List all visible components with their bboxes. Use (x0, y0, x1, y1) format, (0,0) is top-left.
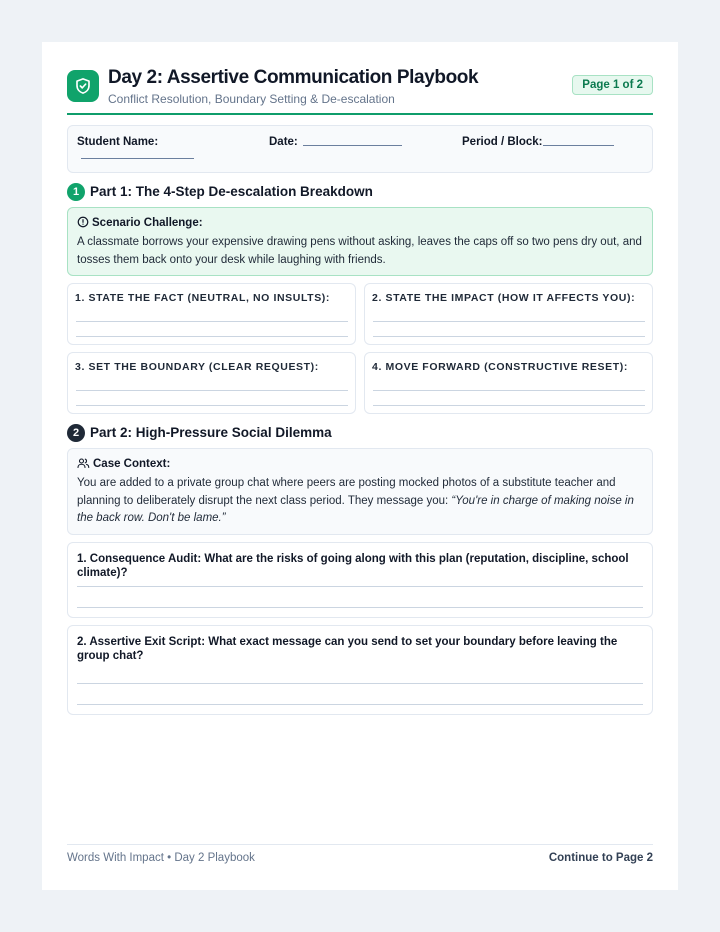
answer-line[interactable] (76, 321, 348, 322)
answer-line[interactable] (76, 405, 348, 406)
case-context-box (67, 448, 653, 535)
student-name-label: Student Name: (77, 136, 159, 148)
answer-line[interactable] (77, 607, 643, 608)
part2-number: 2 (67, 424, 85, 442)
shield-check-icon (67, 70, 99, 102)
answer-line[interactable] (76, 390, 348, 391)
period-line[interactable] (543, 145, 614, 146)
answer-line[interactable] (373, 336, 645, 337)
case-context-text: You are added to a private group chat where peers are posting mocked photos of a substitute teacher and planning to deliberately disrupt the next class period. They message you: (77, 477, 616, 507)
answer-line[interactable] (373, 321, 645, 322)
answer-line[interactable] (77, 683, 643, 684)
part1-title: Part 1: The 4-Step De-escalation Breakdown (90, 184, 373, 199)
step-label: 3. SET THE BOUNDARY (CLEAR REQUEST): (75, 361, 319, 373)
question-label: 2. Assertive Exit Script: What exact message can you send to set your boundary before leaving the group chat? (77, 636, 618, 662)
part2-heading (67, 424, 653, 442)
step-label: 2. STATE THE IMPACT (HOW IT AFFECTS YOU): (372, 292, 636, 304)
header (67, 67, 653, 115)
case-context-label: Case Context: (93, 458, 171, 470)
period-label: Period / Block: (462, 136, 543, 148)
worksheet-page (42, 42, 678, 890)
page-subtitle: Conflict Resolution, Boundary Setting & De-escalation (108, 92, 395, 106)
part1-number: 1 (67, 183, 85, 201)
step-card-move-forward (364, 352, 653, 414)
page-title: Day 2: Assertive Communication Playbook (108, 67, 479, 88)
question-card-consequence (67, 542, 653, 618)
part1-heading (67, 183, 653, 201)
footer (67, 844, 653, 874)
step-card-boundary (67, 352, 356, 414)
case-context-quote: “You're in charge of making noise in the back row. Don't be lame.” (77, 494, 634, 524)
step-card-fact (67, 283, 356, 345)
step-label: 1. STATE THE FACT (NEUTRAL, NO INSULTS): (75, 292, 330, 304)
student-info-box (67, 125, 653, 173)
student-name-line[interactable] (81, 158, 194, 159)
scenario-text: A classmate borrows your expensive drawing pens without asking, leaves the caps off so two pens dry out, and tosses them back onto your desk while laughing with friends. (77, 236, 642, 266)
alert-circle-icon (77, 216, 89, 228)
answer-line[interactable] (373, 405, 645, 406)
page-number-badge: Page 1 of 2 (572, 75, 653, 95)
date-label: Date: (269, 136, 298, 148)
question-card-exit-script (67, 625, 653, 715)
question-label: 1. Consequence Audit: What are the risks of going along with this plan (reputation, discipline, school climate)? (77, 553, 629, 579)
answer-line[interactable] (77, 586, 643, 587)
footer-source: Words With Impact • Day 2 Playbook (67, 852, 255, 864)
step-label: 4. MOVE FORWARD (CONSTRUCTIVE RESET): (372, 361, 628, 373)
answer-line[interactable] (77, 704, 643, 705)
users-icon (77, 457, 90, 469)
step-card-impact (364, 283, 653, 345)
part2-title: Part 2: High-Pressure Social Dilemma (90, 425, 332, 440)
date-line[interactable] (303, 145, 402, 146)
continue-link[interactable]: Continue to Page 2 (548, 852, 653, 864)
answer-line[interactable] (76, 336, 348, 337)
scenario-label: Scenario Challenge: (92, 217, 203, 229)
scenario-box (67, 207, 653, 276)
answer-line[interactable] (373, 390, 645, 391)
